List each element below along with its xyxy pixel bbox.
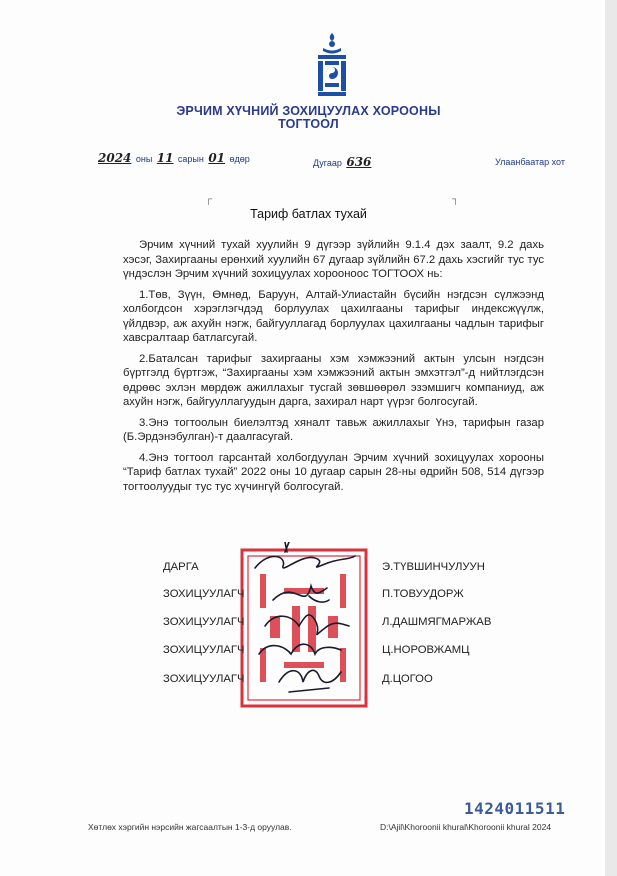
serial-number: 1424011511 (464, 799, 566, 818)
date-month-suffix: сарын (177, 154, 204, 164)
signatory-role-3: ЗОХИЦУУЛАГЧ (163, 616, 245, 628)
title-corner-right: ┐ (452, 194, 460, 205)
signatory-role-4: ЗОХИЦУУЛАГЧ (163, 644, 245, 656)
signatory-name-4: Ц.НОРОВЖАМЦ (382, 644, 470, 656)
date-year-suffix: оны (135, 154, 153, 164)
city: Улаанбаатар хот (495, 157, 565, 167)
footer-left-note: Хөтлөх хэргийн нэрсийн жагсаалтын 1-3-д оруулав. (88, 822, 292, 832)
decision-item-4: 4.Энэ тогтоол гарсантай холбогдуулан Эрчим хүчний зохицуулах хорооны “Тариф батлах тухай” 2022 оны 10 дугаар сарын 28-ны өдрийн 508, 514 дүгээр тогтоолуудыг тус тус хүчингүй болгосугай. (123, 451, 544, 493)
number-value: 636 (346, 155, 372, 169)
decision-item-3: 3.Энэ тогтоолын биелэлтэд хяналт тавьж ажиллахыг Үнэ, тарифын газар (Б.Эрдэнэбулган)-т даалгасугай. (123, 416, 544, 443)
signatory-name-2: П.ТОВУУДОРЖ (382, 588, 464, 600)
preamble: Эрчим хүчний тухай хуулийн 9 дүгээр зүйлийн 9.1.4 дэх заалт, 9.2 дахь хэсэг, Захиргааны ерөнхий хуулийн 67 дугаар зүйлийн 67.2 дахь хэсгийг тус тус үндэслэн Эрчим хүчний зохицуулах хорооноос ТОГТООХ нь: (123, 239, 544, 280)
org-name-line2: ТОГТООЛ (278, 117, 339, 131)
org-name-line1: ЭРЧИМ ХҮЧНИЙ ЗОХИЦУУЛАХ ХОРООНЫ (176, 104, 441, 118)
decision-item-1: 1.Төв, Зүүн, Өмнөд, Баруун, Алтай-Улиастайн бүсийн нэгдсэн сүлжээнд холбогдсон хэрэглэгчдэд борлуулах цахилгааны тарифыг индексжүүлж, үйлдвэр, аж ахуйн нэгж, байгууллагад борлуулах цахилгааны чадлын тарифыг хавсралтаар батлагсугай. (123, 288, 544, 344)
document-body (123, 238, 544, 500)
signatory-name-1: Э.ТҮВШИНЧУЛУУН (382, 561, 485, 573)
document-title: Тариф батлах тухай (250, 207, 367, 221)
scan-edge (605, 0, 617, 876)
signatory-role-2: ЗОХИЦУУЛАГЧ (163, 588, 245, 600)
signatures-handwritten (245, 542, 365, 702)
signatory-role-5: ЗОХИЦУУЛАГЧ (163, 673, 245, 685)
signatory-role-1: ДАРГА (163, 561, 199, 573)
footer-file-path: D:\Ajil\Khoroonii khural\Khoroonii khural 2024 (380, 822, 552, 832)
resolution-number (313, 153, 371, 171)
decision-item-2: 2.Баталсан тарифыг захиргааны хэм хэмжээний актын улсын нэгдсэн бүртгэлд бүртгэж, “Захиргааны хэм хэмжээний актын эмхэтгэл”-д нийтлэгдсэн өдрөөс эхлэн мөрдөж ажиллахыг тусгай зөвшөөрөл эзэмшигч компаниуд, аж ахуйн нэгж, байгууллагуудын дарга, захирал нарт үүрэг болгосугай. (123, 352, 544, 408)
date-month: 11 (156, 151, 174, 165)
title-corner-left: ┌ (205, 194, 213, 205)
signatory-name-3: Л.ДАШМЯГМАРЖАВ (382, 616, 492, 628)
number-label: Дугаар (313, 158, 342, 168)
date-day-suffix: өдөр (229, 154, 250, 164)
date-day: 01 (208, 151, 226, 165)
state-emblem-icon (312, 33, 352, 97)
date-line (98, 149, 250, 167)
signatory-name-5: Д.ЦОГОО (382, 673, 433, 685)
date-year: 2024 (98, 151, 132, 165)
